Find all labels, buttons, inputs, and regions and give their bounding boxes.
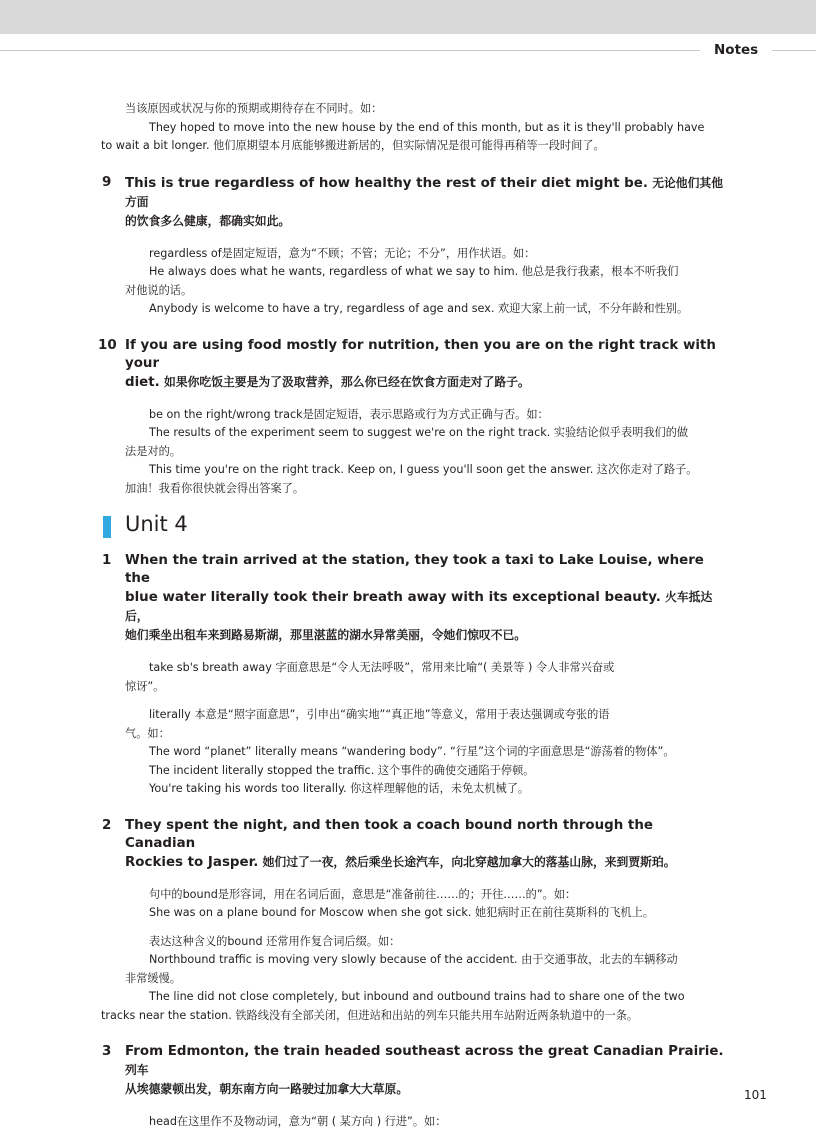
paragraph: The results of the experiment seem to suggest we're on the right track. 实验结论似乎表明我们的做 [149,426,689,439]
paragraph: This time you're on the right track. Keep on, I guess you'll soon get the answer. 这次你走对了路子。 [149,463,698,476]
note-sentence-en: From Edmonton, the train headed southeast across the great Canadian Prairie. [125,1044,724,1059]
unit-heading [125,512,726,552]
paragraph: literally 本意是“照字面意思”，引申出“确实地”“真正地”等意义，常用于表达强调或夸张的语 [149,708,610,721]
note-sentence-zh: 火车抵达后， [125,590,713,623]
paragraph: 法是对的。 [125,444,181,458]
paragraph: She was on a plane bound for Moscow when she got sick. 她犯病时正在前往莫斯科的飞机上。 [149,906,654,919]
paragraph: 当该原因或状况与你的预期或期待存在不同时。如： [125,102,383,115]
note-item-9 [102,174,726,231]
note-sentence-zh: 她们乘坐出租车来到路易斯湖，那里湛蓝的湖水异常美丽，令她们惊叹不已。 [125,628,527,642]
note-sentence-zh: 如果你吃饭主要是为了汲取营养，那么你已经在饮食方面走对了路子。 [164,374,530,389]
note-number: 10 [98,337,117,353]
note-number: 9 [102,174,112,190]
note-sentence-en: This is true regardless of how healthy the rest of their diet might be. [125,175,648,191]
paragraph: They hoped to move into the new house by the end of this month, but as it is they'll probably have [149,120,705,134]
note-sentence-en: blue water literally took their breath away with its exceptional beauty. [125,590,661,605]
paragraph: regardless of是固定短语，意为“不顾；不管；无论；不分”，用作状语。如： [149,246,536,260]
paragraph: The word “planet” literally means “wandering body”. “行星”这个词的字面意思是“游荡着的物体”。 [149,745,675,758]
paragraph: 表达这种含义的bound 还常用作复合词后缀。如： [149,934,401,948]
paragraph: 加油！我看你很快就会得出答案了。 [125,481,305,495]
paragraph: tracks near the station. 铁路线没有全部关闭，但进站和出站的列车只能共用车站附近两条轨道中的一条。 [101,1008,639,1022]
paragraph: 气。如： [125,726,170,740]
paragraph: The incident literally stopped the traffic. 这个事件的确使交通陷于停顿。 [149,763,535,777]
unit-heading-bar [103,516,111,538]
note-item-3 [102,1043,726,1099]
paragraph: to wait a bit longer. 他们原期望本月底能够搬进新居的，但实际情况是很可能得再稍等一段时间了。 [101,139,605,152]
note-sentence-en: They spent the night, and then took a coach bound north through the Canadian [125,817,653,851]
page-content [98,100,726,1132]
paragraph: 对他说的话。 [125,283,193,297]
note-item-2 [102,817,726,872]
note-sentence-zh: 列车 [125,1063,149,1077]
paragraph: He always does what he wants, regardless of what we say to him. 他总是我行我素，根本不听我们 [149,265,679,278]
header-rule-right [772,50,816,51]
note-sentence-zh: 的饮食多么健康，都确实如此。 [125,213,291,228]
note-sentence-zh: 她们过了一夜，然后乘坐长途汽车，向北穿越加拿大的落基山脉，来到贾斯珀。 [262,854,676,869]
paragraph: 惊讶”。 [125,679,165,693]
note-sentence-zh: 无论他们其他方面 [125,175,723,209]
top-gray-band [0,0,816,34]
paragraph: head在这里作不及物动词，意为“朝 ( 某方向 ) 行进”。如： [149,1115,447,1128]
header-rule-left [0,50,700,51]
paragraph: Northbound traffic is moving very slowly because of the accident. 由于交通事故，北去的车辆移动 [149,953,678,966]
note-item-1 [102,552,726,645]
note-sentence-zh: 从埃德蒙顿出发，朝东南方向一路驶过加拿大大草原。 [125,1082,409,1096]
note-item-10 [98,337,726,392]
note-sentence-en: When the train arrived at the station, they took a taxi to Lake Louise, where the [125,553,704,586]
paragraph: take sb's breath away 字面意思是“令人无法呼吸”，常用来比喻“( 美景等 ) 令人非常兴奋或 [149,661,615,674]
paragraph: be on the right/wrong track是固定短语，表示思路或行为方式正确与否。如： [149,407,549,421]
note-number: 3 [102,1044,112,1059]
paragraph: 非常缓慢。 [125,971,181,985]
note-number: 2 [102,817,112,833]
unit-title: Unit 4 [125,512,188,536]
page-number: 101 [744,1088,767,1102]
paragraph: The line did not close completely, but inbound and outbound trains had to share one of the two [149,990,685,1003]
paragraph: Anybody is welcome to have a try, regardless of age and sex. 欢迎大家上前一试，不分年龄和性别。 [149,302,689,315]
note-number: 1 [102,553,112,568]
note-sentence-en: If you are using food mostly for nutrition, then you are on the right track with your [125,337,716,371]
paragraph: You're taking his words too literally. 你这样理解他的话，未免太机械了。 [149,782,530,795]
note-sentence-en: diet. [125,374,160,390]
note-sentence-en: Rockies to Jasper. [125,854,259,870]
paragraph: 句中的bound是形容词，用在名词后面，意思是“准备前往……的；开往……的”。如： [149,887,577,901]
notes-section-label: Notes [714,42,759,58]
